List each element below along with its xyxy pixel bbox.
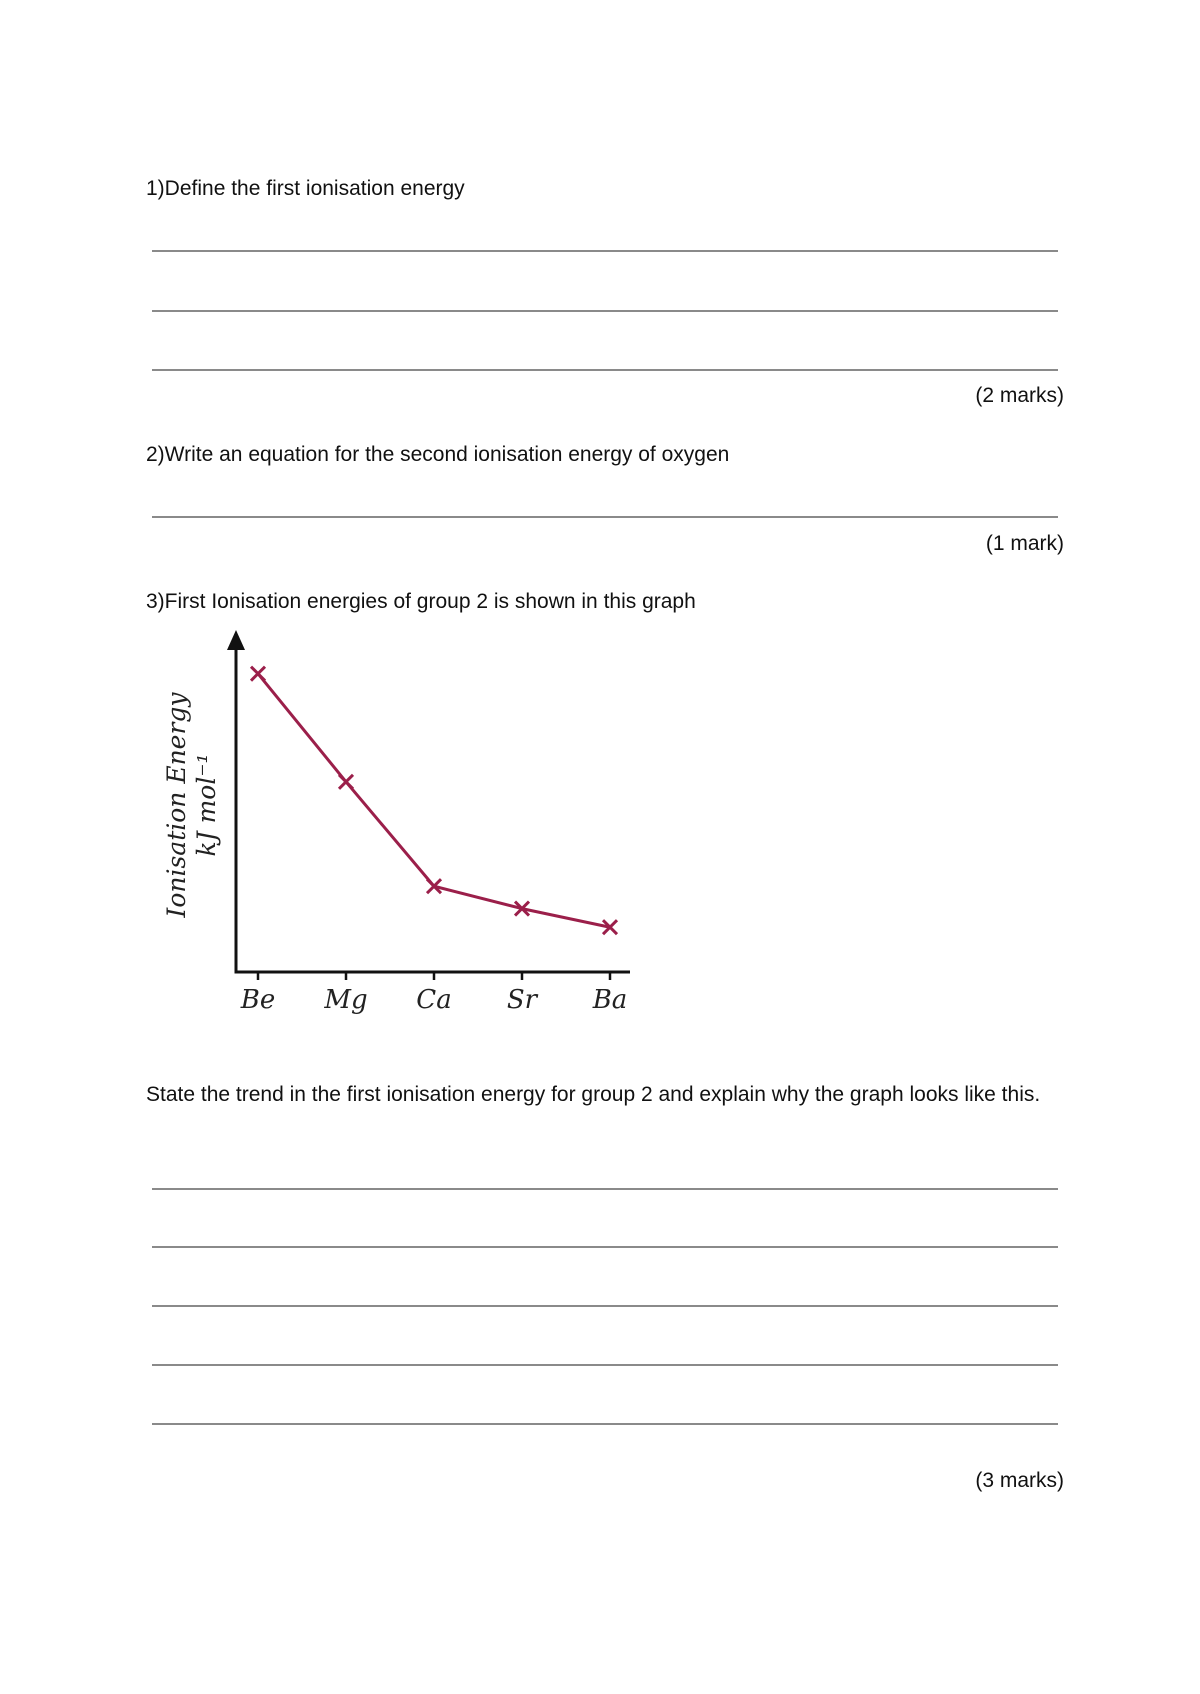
x-tick-label: Mg bbox=[324, 985, 368, 1015]
answer-line[interactable] bbox=[152, 1305, 1058, 1307]
chart-axes bbox=[227, 630, 630, 972]
x-tick-label: Ba bbox=[592, 985, 628, 1015]
answer-line[interactable] bbox=[152, 369, 1058, 371]
answer-line[interactable] bbox=[152, 1364, 1058, 1366]
x-tick-label: Ca bbox=[416, 985, 452, 1015]
question-2-prompt: 2)Write an equation for the second ionisation energy of oxygen bbox=[146, 443, 730, 466]
question-2-marks: (1 mark) bbox=[985, 532, 1064, 555]
question-3-prompt: 3)First Ionisation energies of group 2 is shown in this graph bbox=[146, 590, 696, 613]
series-line bbox=[258, 674, 610, 928]
ionisation-energy-chart bbox=[150, 620, 640, 1020]
y-axis-label: Ionisation Energy bbox=[162, 692, 191, 918]
answer-line[interactable] bbox=[152, 1246, 1058, 1248]
answer-line[interactable] bbox=[152, 516, 1058, 518]
x-tick-label: Sr bbox=[506, 985, 538, 1015]
answer-line[interactable] bbox=[152, 1188, 1058, 1190]
question-1-marks: (2 marks) bbox=[975, 384, 1064, 407]
y-axis-arrow bbox=[227, 630, 245, 650]
y-axis-unit: kJ mol⁻¹ bbox=[192, 753, 221, 857]
question-3-marks: (3 marks) bbox=[975, 1469, 1064, 1492]
series-line-group bbox=[258, 674, 610, 928]
answer-line[interactable] bbox=[152, 250, 1058, 252]
question-1-prompt: 1)Define the first ionisation energy bbox=[146, 177, 465, 200]
data-points bbox=[251, 667, 617, 935]
question-3-follow-up: State the trend in the first ionisation energy for group 2 and explain why the graph looks like this. bbox=[146, 1083, 1041, 1106]
x-tick-labels bbox=[240, 972, 628, 1015]
data-point-mg bbox=[339, 775, 353, 789]
answer-line[interactable] bbox=[152, 1423, 1058, 1425]
data-point-be bbox=[251, 667, 265, 681]
y-axis-label-group bbox=[162, 692, 221, 919]
x-tick-label: Be bbox=[240, 985, 276, 1015]
answer-line[interactable] bbox=[152, 310, 1058, 312]
